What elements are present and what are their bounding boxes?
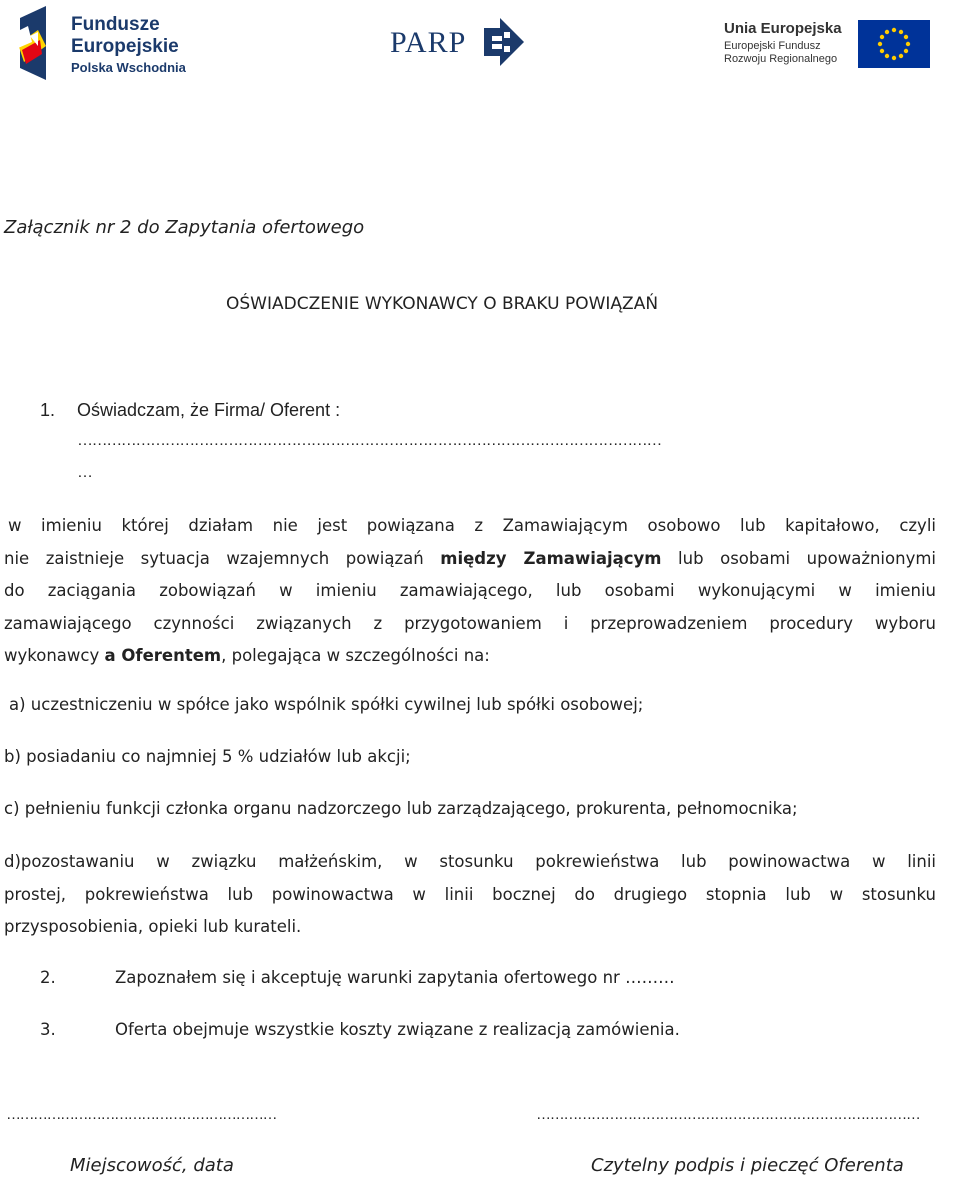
fe-logo-line2: Europejskie bbox=[71, 36, 179, 57]
fe-logo bbox=[16, 6, 186, 82]
fe-logo-line3: Polska Wschodnia bbox=[71, 60, 186, 75]
signature-right-dots: ………………………………………………………………………… bbox=[536, 1106, 920, 1123]
item1-dots-line2: … bbox=[77, 464, 93, 481]
statement-line: w imieniu której działam nie jest powiązana z Zamawiającym osobowo lub kapitałowo, czyli bbox=[8, 516, 936, 535]
signature-left-dots: …………………………………………………… bbox=[6, 1106, 276, 1123]
item2-number: 2. bbox=[40, 968, 56, 987]
signature-left-label: Miejscowość, data bbox=[70, 1155, 234, 1176]
eu-flag-icon bbox=[858, 20, 930, 68]
page-title: OŚWIADCZENIE WYKONAWCY O BRAKU POWIĄZAŃ bbox=[226, 294, 659, 314]
ue-logo-line3: Rozwoju Regionalnego bbox=[724, 53, 838, 65]
statement-line: zamawiającego czynności związanych z przygotowaniem i przeprowadzeniem procedury wyboru bbox=[4, 613, 936, 633]
item-c: c) pełnieniu funkcji członka organu nadzorczego lub zarządzającego, prokurenta, pełnomocnika; bbox=[4, 799, 798, 818]
parp-logo-text: PARP bbox=[390, 26, 467, 59]
item-a: a) uczestniczeniu w spółce jako wspólnik spółki cywilnej lub spółki osobowej; bbox=[9, 695, 644, 714]
item-b: b) posiadaniu co najmniej 5 % udziałów lub akcji; bbox=[4, 747, 411, 766]
item3-text: Oferta obejmuje wszystkie koszty związane z realizacją zamówienia. bbox=[115, 1020, 680, 1039]
item1-text: Oświadczam, że Firma/ Oferent : bbox=[77, 400, 341, 420]
parp-arrow-icon bbox=[478, 18, 526, 66]
item2-text: Zapoznałem się i akceptuję warunki zapytania ofertowego nr ……… bbox=[115, 968, 675, 987]
item-d-line: d)pozostawaniu w związku małżeńskim, w stosunku pokrewieństwa lub powinowactwa w linii bbox=[4, 852, 936, 871]
item-d-line: przysposobienia, opieki lub kurateli. bbox=[4, 917, 302, 936]
statement-line bbox=[4, 543, 936, 576]
ue-logo bbox=[724, 18, 930, 70]
statement-text: nie zaistnieje sytuacja wzajemnych powiązań bbox=[4, 548, 424, 568]
statement-line: do zaciągania zobowiązań w imieniu zamawiającego, lub osobami wykonującymi w imieniu bbox=[4, 581, 936, 600]
statement-text: , polegająca w szczególności na: bbox=[221, 646, 490, 665]
item-d bbox=[4, 846, 936, 944]
item-d-line: prostej, pokrewieństwa lub powinowactwa w linii bocznej do drugiego stopnia lub w stosunku bbox=[4, 884, 936, 904]
fe-logo-line1: Fundusze bbox=[71, 14, 160, 35]
attachment-label: Załącznik nr 2 do Zapytania ofertowego bbox=[4, 217, 365, 238]
item1-number: 1. bbox=[40, 400, 56, 420]
fe-flag-icon bbox=[16, 6, 62, 80]
statement-line bbox=[4, 640, 936, 673]
statement-text: lub osobami upoważnionymi bbox=[678, 548, 936, 568]
ue-logo-line2: Europejski Fundusz bbox=[724, 40, 821, 52]
statement-paragraph bbox=[4, 510, 936, 673]
statement-bold: a Oferentem bbox=[104, 646, 222, 665]
item1-dots-line1: ………………………………………………………………………………………………………… bbox=[77, 432, 662, 449]
statement-text: wykonawcy bbox=[4, 646, 100, 665]
signature-right-label: Czytelny podpis i pieczęć Oferenta bbox=[591, 1155, 904, 1176]
statement-bold: między Zamawiającym bbox=[440, 548, 662, 568]
parp-logo bbox=[390, 18, 530, 70]
ue-logo-line1: Unia Europejska bbox=[724, 20, 842, 37]
item3-number: 3. bbox=[40, 1020, 56, 1039]
